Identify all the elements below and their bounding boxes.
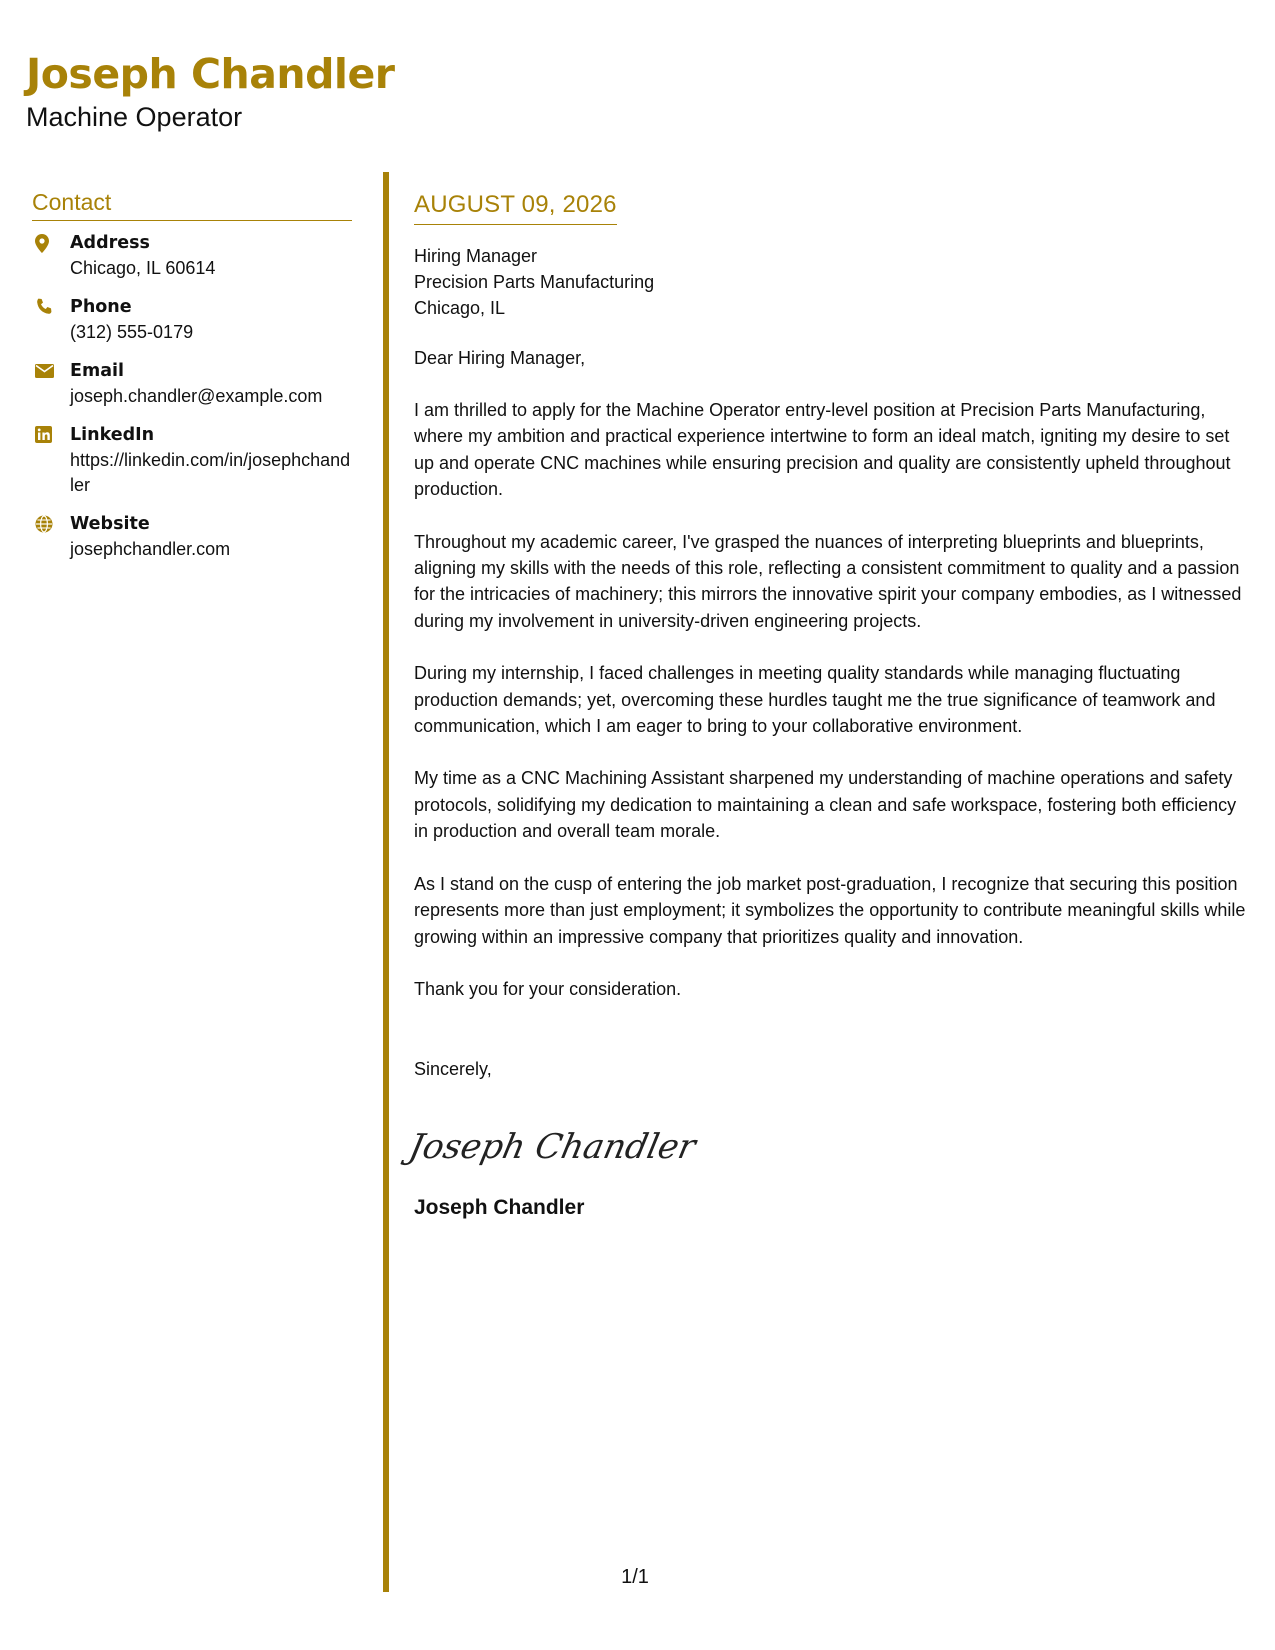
contact-label: Address — [70, 233, 150, 253]
contact-label: Phone — [70, 297, 132, 317]
contact-item-phone — [32, 295, 352, 345]
vertical-divider — [383, 172, 389, 1592]
contact-list — [32, 231, 352, 562]
page-number: 1/1 — [621, 1566, 649, 1588]
recipient-company: Precision Parts Manufacturing — [414, 272, 655, 292]
date-block — [414, 190, 617, 225]
applicant-name: Joseph Chandler — [26, 50, 395, 98]
globe-icon — [32, 512, 70, 533]
contact-heading: Contact — [32, 188, 352, 221]
body-paragraph: My time as a CNC Machining Assistant sharpened my understanding of machine operations and safety protocols, solidifying my dedication to maintaining a clean and safe workspace, fostering both efficiency in production and overall team morale. — [414, 768, 1237, 842]
contact-item-email — [32, 359, 352, 409]
signer-name: Joseph Chandler — [414, 1196, 585, 1220]
contact-item-website — [32, 512, 352, 562]
body-paragraph: Throughout my academic career, I've grasped the nuances of interpreting blueprints and blueprints, aligning my skills with the needs of this role, reflecting a consistent commitment to quality and a passion for the intricacies of machinery; this mirrors the innovative spirit your company embodies, as I witnessed during my involvement in university-driven engineering projects. — [414, 531, 1242, 631]
recipient-location: Chicago, IL — [414, 298, 506, 318]
contact-label: LinkedIn — [70, 425, 155, 445]
body-paragraph: As I stand on the cusp of entering the job market post-graduation, I recognize that securing this position represents more than just employment; it symbolizes the opportunity to contribute meaningful skills while growing within an impressive company that prioritizes quality and innovation. — [414, 873, 1246, 947]
recipient-title: Hiring Manager — [414, 246, 538, 266]
contact-item-address — [32, 231, 352, 281]
salutation: Dear Hiring Manager, — [414, 348, 586, 368]
linkedin-value[interactable]: https://linkedin.com/in/josephchandler — [70, 450, 351, 495]
signature-text: Joseph Chandler — [405, 1127, 700, 1168]
linkedin-icon — [32, 423, 70, 443]
contact-label: Email — [70, 361, 124, 381]
letter-body — [405, 190, 1250, 1222]
phone-icon — [32, 295, 70, 316]
body-paragraph: During my internship, I faced challenges in meeting quality standards while managing fluctuating production demands; yet, overcoming these hurdles taught me the true significance of teamwork and communication, which I am eager to bring to your collaborative environment. — [414, 663, 1216, 737]
contact-label: Website — [70, 514, 150, 534]
contact-item-linkedin — [32, 423, 352, 498]
address-value: Chicago, IL 60614 — [70, 258, 216, 278]
header — [26, 48, 395, 134]
email-value[interactable]: joseph.chandler@example.com — [70, 386, 323, 406]
handwritten-signature — [405, 1108, 1250, 1178]
letter-date: AUGUST 09, 2026 — [414, 191, 617, 218]
closing: Sincerely, — [414, 1059, 492, 1080]
envelope-icon — [32, 359, 70, 378]
location-pin-icon — [32, 231, 70, 253]
body-paragraph: Thank you for your consideration. — [414, 978, 682, 999]
phone-value: (312) 555-0179 — [70, 322, 194, 342]
website-value[interactable]: josephchandler.com — [70, 539, 231, 559]
contact-sidebar — [32, 188, 352, 576]
recipient-block — [414, 243, 1250, 321]
job-title: Machine Operator — [26, 102, 243, 132]
body-paragraph: I am thrilled to apply for the Machine Operator entry-level position at Precision Parts Manufacturing, where my ambition and practical experience intertwine to form an ideal match, igniting my desire to set up and operate CNC machines while ensuring precision and quality are consistently upheld throughout production. — [414, 400, 1231, 500]
